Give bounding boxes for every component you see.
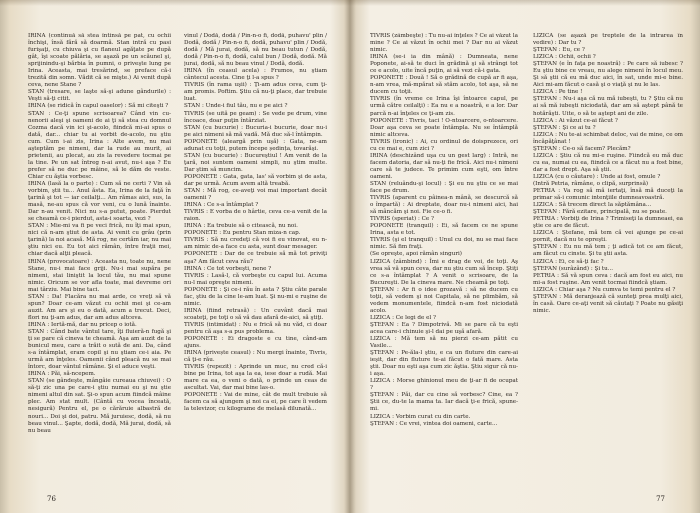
paragraph: ŞTEFAN : Păi, dar cu cine să vorbesc? Cine, ea ? Ştii ce, du-te la mama ta. Iar dacă ţi-e frică, spune-mi. (370, 392, 518, 413)
left-page-column-1 (28, 33, 171, 491)
paragraph: ŞTEFAN : Ce-o să facem? Plecăm? (533, 145, 631, 152)
paragraph: STAN : Mie-mi va fi pe veci frică, nu îţi mai spun, nici că n-am ştiut de asta. Ai venit cu grâu (prin ţarină) la noi acasă. Mă rog, ne certăm iar, nu mai ştiu nici eu. Eu tot aici rămân, între fraţii mei, chiar dacă alţii pleacă. (28, 223, 171, 258)
left-page-column-2 (184, 33, 327, 491)
right-page-column-2 (533, 33, 683, 491)
paragraph: ŞTEFAN : Ar fi o idee grozavă : să ne ducem cu toţii, să vedem şi noi Capitala, să ne plimbăm, să vedem monumentele, fiindcă n-am fost niciodată acolo. (370, 286, 518, 314)
paragraph: POPONETE : Şi ce-i rău în asta ? Ştiu câte parale fac, ştiu de la cine le-am luat. Şi nu-mi e ruşine de nimic. (184, 286, 327, 307)
paragraph: LIZICA : Ştefane, mă tem că vei ajunge pe ce-ai pornit, dacă nu te opreşti. (533, 230, 683, 244)
paragraph: PETRIA : Va rog să mă iertaţi, însă mă duceţi la primar să-i comunic intenţiile dumneavoastră. (533, 188, 683, 202)
paragraph: LIZICA (cu o căutare) : Unde ai fost, omule ? (533, 173, 661, 180)
paragraph: TIVRIS (intimidat) : Nu e frică să nu văd, ci doar pentru că aşa s-a pus problema. (184, 321, 327, 335)
paragraph: LIZICA : Vorbim curat cu din carte. (370, 413, 471, 420)
paragraph: TIVRIS (în vreme ce Irina îşi întoarce capul, pe urmă către ceilalţi) : Ea nu e a noastră, e a lor. Dar parcă n-ai înţeles ce ţi-am zis. (370, 96, 518, 117)
paragraph: STAN : Da! Flacăra nu mai arde, ce vreţi să vă spun? Doar ce-am văzut cu ochii mei şi ce-am auzit. Am ars şi eu o dată, acum a trecut. Deci, flori nu ţi-am adus, dar am adus altceva. (28, 293, 171, 321)
paragraph: IRINA (lasă la o parte) : Cum să ne certi ? Vin să vorbim, ştii tu... Anul ăsta. Ea, Irina de la faţă în ţarină şi tot — iar ceilalţi... Am rămas aici, sus, la masă, ne-au spus că vor veni, cu o lună înainte. Dar n-au venit. Nici nu s-a putut, poate. Pierdut se cheamă ce-i pierdut, asta-i soarta, vezi ? (28, 180, 171, 223)
page-number: 77 (656, 495, 665, 503)
paragraph: POPONETE (aleargă prin uşă) : Gata, ne-am adunat cu toţii, putem începe ședința, tovarăşi. (184, 138, 327, 152)
paragraph: IRINA : Păi, să-ncepem. (28, 371, 96, 378)
paragraph: TIVRIS : E vorba de o hârtie, ceva ce-a venit de la raion. (184, 209, 327, 223)
page-number: 76 (47, 495, 56, 503)
paragraph: IRINA (se ridică în capul oaselor) : Să mi citeşti ? (28, 103, 169, 110)
paragraph: POPONETE (tranquil) : Ei, să facem ce ne spune Irina, asta e tot. (370, 223, 518, 237)
paragraph: LIZICA : Morse ghinionul meu de ţi-ar fi de ocupat ? (370, 378, 518, 392)
paragraph: ŞTEFAN (e în faţa pe noastră) : Pe care să iubesc ? Eu ştiu bine ce vreau, nu alege nimeni în locul meu. Şi să ştii că eu mă duc aici, în sat, unde mi-e bine. Aici mi-am făcut o casă şi o viaţă şi nu le las. (533, 61, 683, 89)
paragraph: STAN : Ce-ţi spune scrisoarea? Când vin cu-nenorii aleşi şi oameni de ai ţi să stea cu domnul Cozma dacă vin ici şi-acolo, fiindcă mi-ai spus o dată, dar... chiar tu ai vorbit de-acolo, nu ştiu cum. Cum i-ai zis, Irina : Alte avem, nu mai aşteptăm pe nimeni, dar la rude au murit, ai prietenii, au plecat, au zis la revedere tocmai pe la tine. Pe un sat întreg n-ai avut, nu-i aşa ? Eu prefer să ne duc pe mâine, să le dăm de veste. Chiar cu ăştia vorbesc. (28, 110, 171, 180)
paragraph: POPONETE : Tivris, taci ! O-ntoarcere, o-ntoarcere. Doar aşa ceva se poate întâmpla. Nu se întâmplă nimic altceva. (370, 117, 518, 138)
paragraph: IRINA (continuă să stea întinsă pe pat, cu ochii închişi, însă fără să doarmă. Stan intră cu pasi furişaţi, cu chiuva şi cu flaneul agăţate pe după gât, îşi scoate pălăria, se aşază pe un scăunel şi, sprijinindu-şi bărbia în pumni, o priveşte lung pe Irina. Aceasta, mai tresărind, se preface că-i trezită din somn. Vădit că se mişte.) Ai venit după ceva, nene Stane ? (28, 33, 171, 89)
paragraph: LIZICA : Nu te-ai schimbat deloc, vai de mine, ce om încăpăţânat ! (533, 131, 683, 145)
paragraph: LIZICA : Chiar aşa ? Nu cumva te temi pentru el ? (533, 286, 676, 293)
paragraph: ŞTEFAN : Fără ezitare, principală, nu se poate. (533, 209, 667, 216)
paragraph: ŞTEFAN : Pe-ăla-l ştiu, e ca un fluture din care-ai ieşit, dar din fluture te-ai făcut o fată mare. Asta ştii. Doar nu eşti aşa cum zic ăştia. Ştiu sigur că nu-i aşa. (370, 350, 518, 378)
paragraph: IRINA (deschizând uşa cu un gest larg) : Intră, ne facem datoria, dar să nu-ţi fie frică. Aici nu-i nimeni care să te judece. Te primim cum eşti, om între oameni. (370, 152, 518, 180)
paragraph: PETRIA : Să vă spun ceva : dacă am fost eu aici, nu mi-a fost ruşine. Am venit tocmai fiindcă ştiam. (533, 272, 683, 286)
paragraph: STAN : Mă rog, ce-aveţi voi mai important decât oamenii ? (184, 188, 327, 202)
paragraph: IRINA : Ce tot vorbeşti, nene ? (184, 265, 272, 272)
paragraph: LIZICA : Să trecem direct la săptămâna... (533, 202, 652, 209)
paragraph: LIZICA : Ce legi de el ? (370, 314, 436, 321)
paragraph: ŞTEFAN : Ce vrei, vintea doi oameni, carte... (370, 420, 498, 427)
paragraph: IRINA (fiind retrasă) : Un cuvânt dacă mai scoateţi, pe toţi o să vă dau afară de-aici, să ştiţi. (184, 307, 327, 321)
paragraph: ŞTEFAN : Eu nu mă tem ; ţi adică tot ce am făcut, am făcut cu cinste. Şi tu ştii asta. (533, 244, 683, 258)
paragraph: IRINA (provocatoare) : Aceasta nu, toate nu, nene Stane, nu-i mai face griji. Nu-i mai supăra pe nimeni, stai liniştit la locul tău, nu mai spune nimic. Oricum se vor afla toate, mai devreme ori mai târziu. Mai bine taci. (28, 258, 171, 293)
paragraph: PETRIA : Vorbiţi de Irina ? Trimiseţi la dumneaei, ea ştie ce are de făcut. (533, 216, 683, 230)
paragraph: ŞTEFAN : Eu, ce ? (533, 47, 585, 54)
paragraph: LIZICA : Ei, ce să-ţi fac ? (533, 258, 604, 265)
paragraph: STAN : Unde-i fiul tău, nu e pe aici ? (184, 103, 288, 110)
paragraph: (Se opreşte, apoi rămân singuri) (370, 251, 462, 258)
paragraph: STAN : Când bate vântul tare, îţi fluieră-n fugă şi ţi se pare că cineva te cheamă. Aşa am auzit de la bunicul meu, care a trăit o sută de ani. Da, când s-a întâmplat, eram copil şi nu ştiam ce-i aia. Pe urmă am înţeles. Oamenii când pleacă nu se mai întorc, doar vântul rămâne. Şi el aduce veşti. (28, 328, 171, 371)
paragraph: TIVRIS (aparent cu pâinea-n mână, se descurcă să o împartă) : Ai dreptate, doar nu-i nimeni aici, hai să mâncăm şi noi. Fie ce-o fi. (370, 195, 518, 216)
paragraph: LIZICA : Pe tine ! (533, 89, 583, 96)
paragraph: POPONETE : Ei dragoste e cu tine, când-am ajuns. (184, 336, 327, 350)
paragraph: ŞTEFAN : Şi ce ai tu ? (533, 124, 596, 131)
paragraph: IRINA : Ce s-a întâmplat ? (184, 202, 259, 209)
paragraph: TIVRIS : Să nu credeţi că voi fi eu vinovat, eu n-am nimic de-a face cu asta, sunt doar mesager. (184, 237, 327, 251)
paragraph: (Intră Petria, râmâne, o clipă, surprinsă) (533, 180, 649, 187)
paragraph: vinul / Dodă, dodă / Pin-n-o fi, dodă, puhavu' plin / Dodă, dodă / Pin-n-o fi, dodă, puhavu' plin / Dodă, dodă / Mă jurai, dodă, să nu beau tutun / Dodă, dodă / Pin-n-o fi, dodă, calul bun / Dodă, dodă. Mă jurai, dodă, să nu beau vinul / Dodă, dodă. (184, 33, 327, 68)
paragraph: POPONETE : Eu pentru Stan miza-n cap. (184, 230, 301, 237)
paragraph: STAN (tresare, se laşte să-şi adune gândurile) : Veşti să-ţi citit. (28, 89, 171, 103)
paragraph: LIZICA (zâmbind) : Îmi e drag de voi, de toţi. Aş vrea să vă spun ceva, dar nu ştiu cum să încep. Ştiţi ce s-a întâmplat ? A venit o scrisoare, de la Bucureşti. De la cineva mare. Ne cheamă pe toţi. (370, 258, 518, 286)
paragraph: LIZICA (se aşază pe treptele de la intrarea în vedire) : Dar tu ? (533, 33, 683, 47)
paragraph: STAN (reluându-şi locul) : Şi eu nu ştiu ce se mai face pe drum. (370, 180, 518, 195)
paragraph: IRINA (în ceasul acela) : Frumos, nu ştiam cântecul acesta. Cine ţi l-a spus ? (184, 68, 327, 82)
paragraph: IRINA : Iertă-mă, dar nu pricep o iotă. (28, 321, 137, 328)
right-page (350, 0, 700, 513)
paragraph: POPONETE : Gata, gata, las' să vorbim şi de asta, dar pe urmă. Acum avem altă treabă. (184, 173, 327, 187)
paragraph: ŞTEFAN : Mă deranjează că sunteţi prea mulţi aici, în casă. Oare ce-aţi venit să căutaţi ? Poate nu găsiţi nimic. (533, 293, 683, 314)
paragraph: TIVRIS (şi el tranquil) : Unul cu doi, nu se mai face nimic. Să fim fraţi. (370, 237, 518, 251)
paragraph: STAN (cu bucurie) : Bucuria-i bucurie, doar nu-i pe aici nimeni să mă vadă. Mă duc să-l întâmpin. (184, 124, 327, 138)
paragraph: LIZICA : Ştiu că nu mi-e ruşine. Fiindcă eu mă duc cu ea, numai cu ea, fiindcă ce a făcut nu a fost bine, dar a fost drept. Aşa să ştii. (533, 152, 683, 173)
paragraph: TIVRIS (speriat) : Ce ? (370, 216, 434, 223)
paragraph: IRINA (privește ceasul) : Nu mergi înainte, Tivris, că ţi-e rău. (184, 350, 327, 364)
paragraph: TIVRIS (se uită pe geam) : Se vede pe drum, vine încoace, doar puţin întârziat. (184, 110, 327, 124)
paragraph: TIVRIS (ironic) : Ai, cu ordinul de doisprezece, ori cu ce mai e, cum zici ? (370, 138, 518, 152)
paragraph: LIZICA : Mă tem să nu pierzi ce-am pătit cu Vasile... (370, 336, 518, 350)
paragraph: ŞTEFAN (surâzând) : Şi tu... (533, 265, 614, 272)
paragraph: IRINA : Ea trebuie să o citească, nu noi. (184, 223, 298, 230)
paragraph: POPONETE : Vai de mine, cât de mult trebuie să facem ca să ajungem şi noi ca ei, pe care îi vedem la televizor, cu kilograme de melasă dilunată... (184, 392, 327, 413)
right-page-column-1 (370, 33, 518, 491)
paragraph: TIVRIS (zâmbeşte) : Tu nu-ai înţeles ? Ce ai văzut la mine ? Ce ai văzut în ochii mei ? Dar nu ai văzut nimic. (370, 33, 518, 54)
paragraph: ŞTEFAN : Ea ? Dimpotrivă. Mi se pare că tu eşti acea care-i chinuie şi-l dai pe uşă afară. (370, 321, 518, 335)
paragraph: ŞTEFAN : Nu-i aşa că nu mă iubeşti, tu ? Ştiu că nu ai să mă iubeşti niciodată, dar am să aştept până te hotărăşti. Uite, o să te aştept ani de zile. (533, 96, 683, 117)
paragraph: IRINA (se-i ia din mână) : Dumneata, nene Poponete, ai-să te duci în grădină şi să strângi tot ce e acolo, uite încă puţin, ai să vezi că-i gata. (370, 54, 518, 75)
paragraph: POPONETE : Dar de ce trebuie să mă tot priviţi aşa? Am făcut ceva rău? (184, 251, 327, 265)
paragraph: POPONETE : Două ! Să o grădină de cupă ar fi aşa, n-am vrea, mă-mpărat să stăm acolo, tot aşa, să ne ducem cu toţii. (370, 75, 518, 96)
paragraph: LIZICA : Ai văzut ce-ai făcut ? (533, 117, 618, 124)
paragraph: TIVRIS (în rama uşii) : Ţi-am adus ceva, cum ţi-am promis. Poftim. Ştiu că nu-ţi place, dar trebuie luat. (184, 82, 327, 103)
paragraph: TIVRIS : Lasă-l, că vorbeşte cu capul lui. Acuma nu-l mai opreşte nimeni. (184, 272, 327, 286)
paragraph: STAN (se gândeşte, mângâie cureaua chiuvei) : O să-ţi zic una pe care-i ştiu numai eu şi nu ştie nimeni altul din sat. Şi-o spun acum fiindcă mâine plec. Am stat mult. (Cântă cu vocea înceată, nesigură) Pentru el, pe o cărăruie albastră de nouri... Doi şi doi, patru. Mă juruiesc, dodă, să nu beau vinul... Şapte, dodă, dodă, Mă jurai, dodă, să nu beau (28, 378, 171, 434)
paragraph: STAN (cu bucurie) : Bucureştiul ! Am venit de la ţară, noi suntem oameni simpli, nu ştim multe. Dar ştim să muncim. (184, 152, 327, 173)
paragraph: TIVRIS (repezit) : Aprinde un muc, nu cred că-i bine pe Irina, tot aşa la ea, iese doar a rudă. Mai mare ca ea, o veni o dată, o prinde un ceas de ascultat. Vai, dar mai bine las-o. (184, 364, 327, 392)
paragraph: LIZICA : Ochii, ochii ? (533, 54, 596, 61)
